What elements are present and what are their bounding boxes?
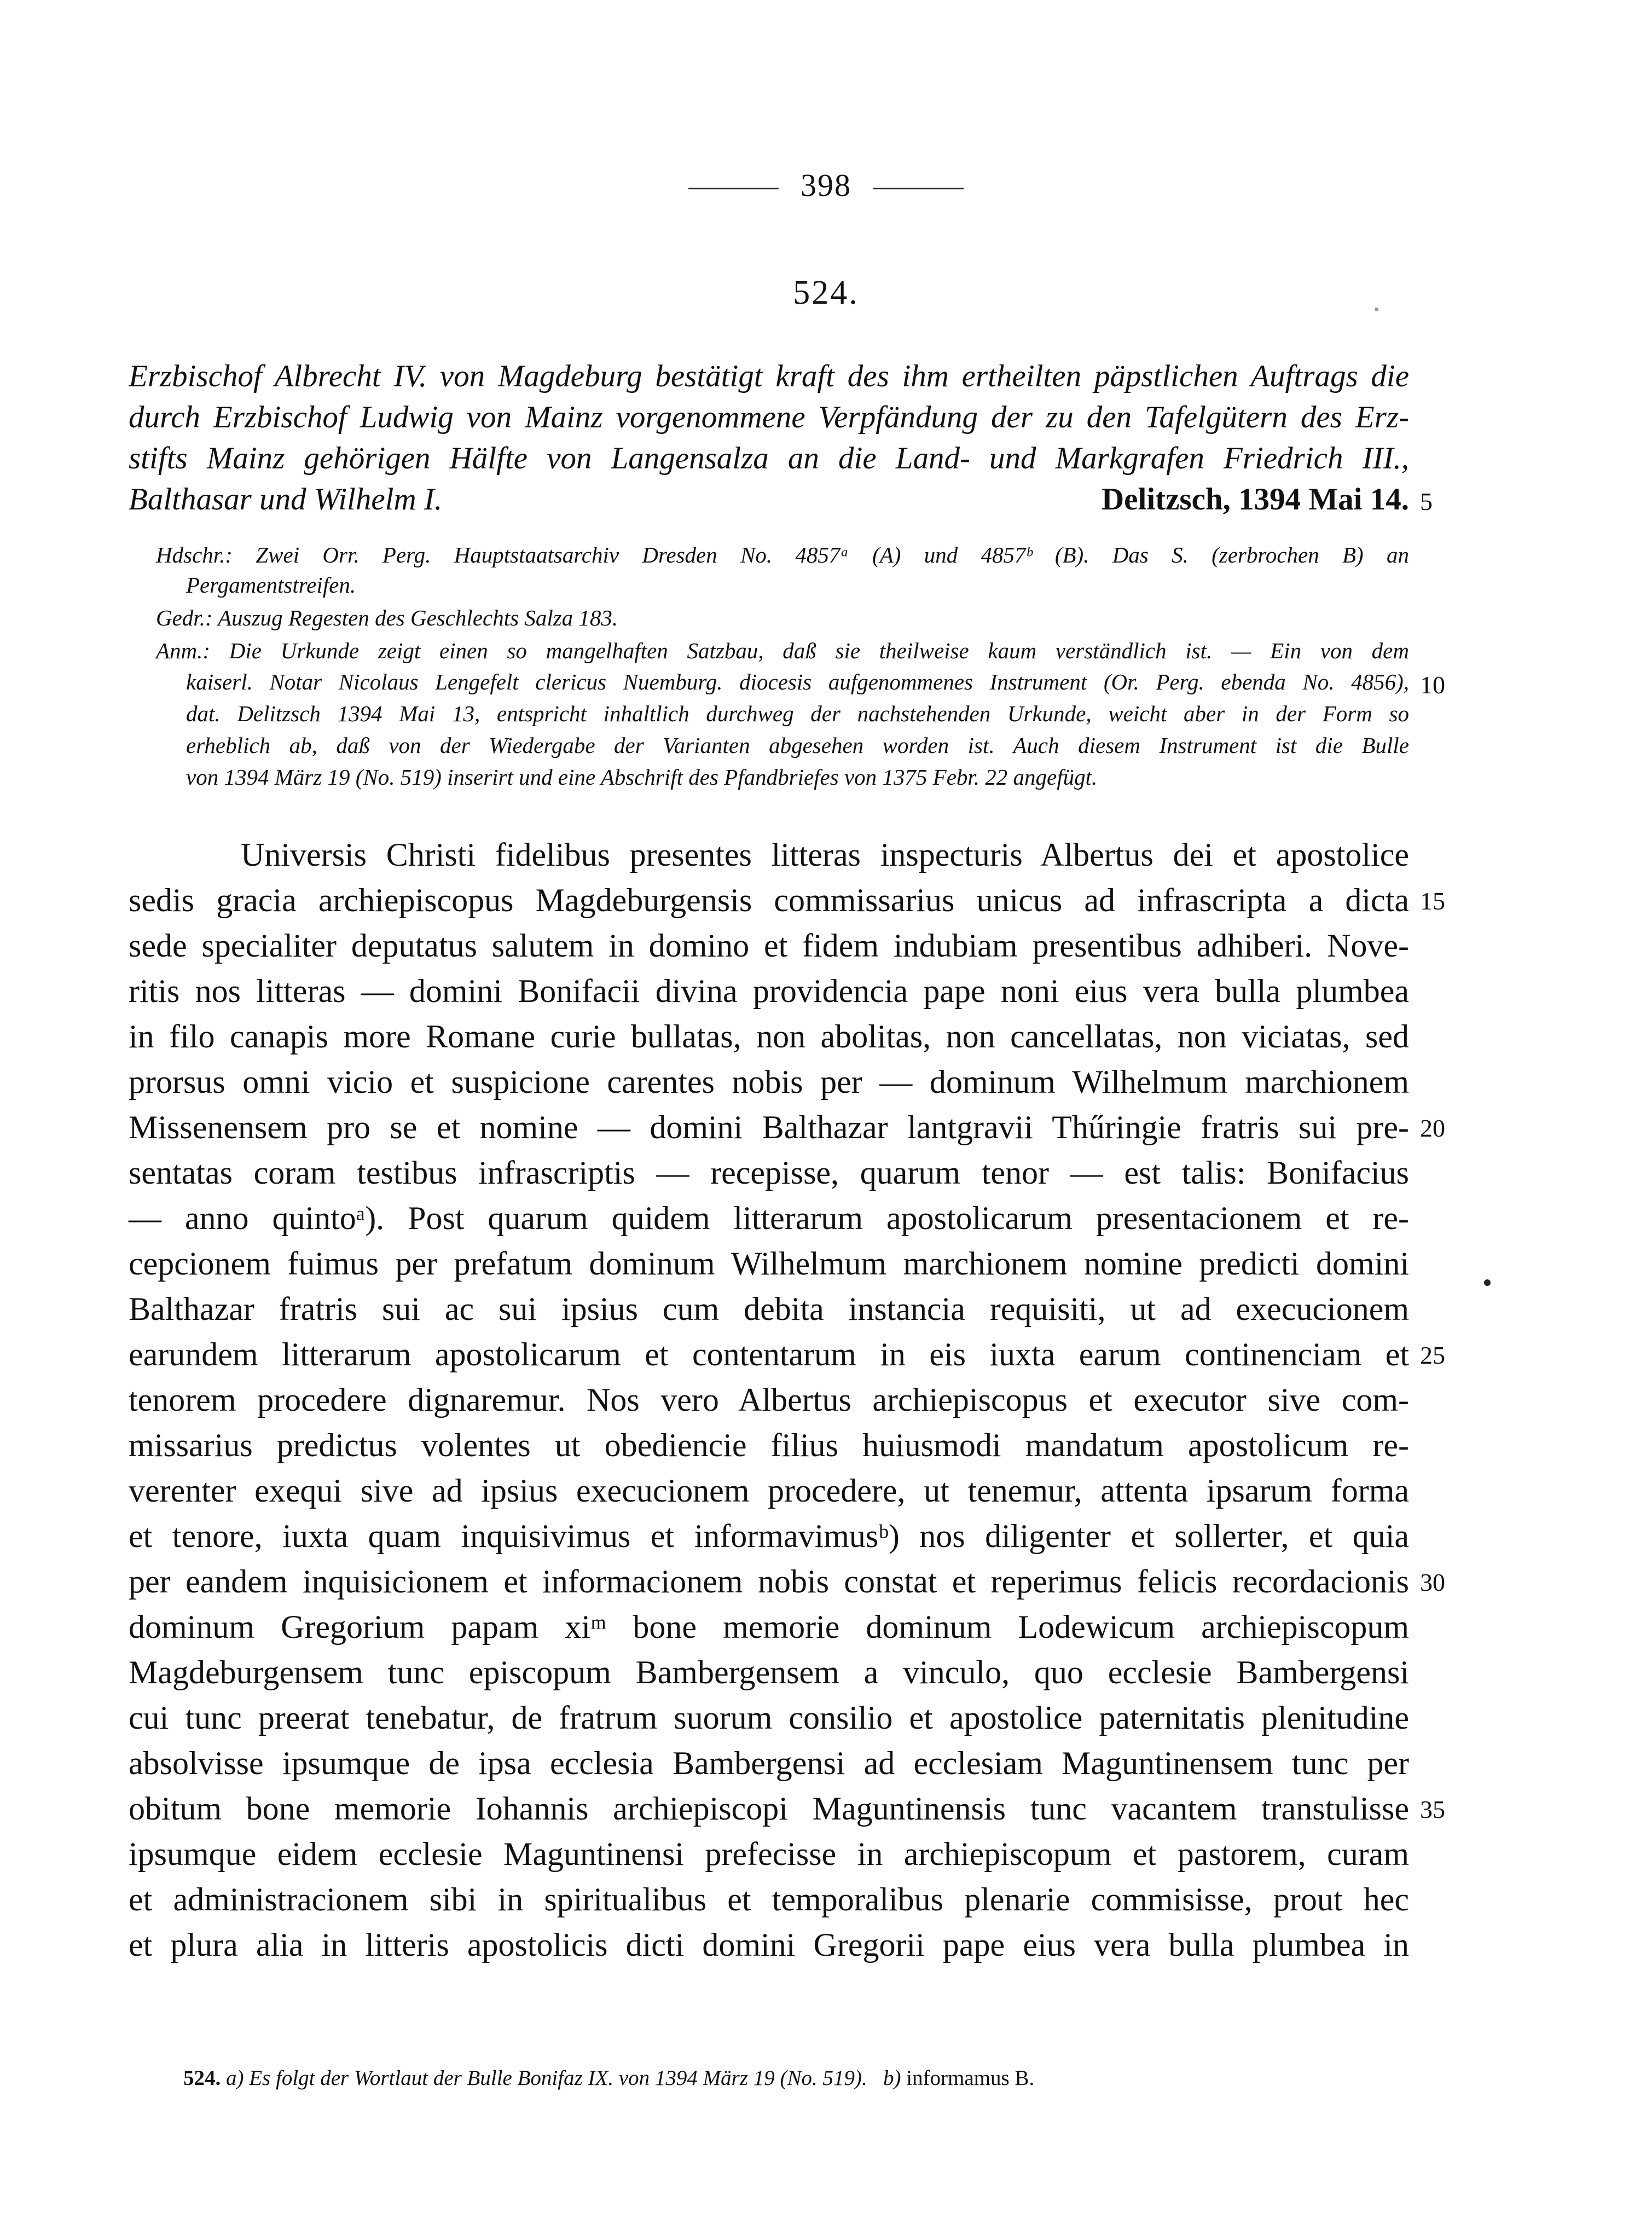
margin-line-number: 10 (1420, 671, 1445, 699)
regest-date: Delitzsch, 1394 Mai 14. (1102, 482, 1409, 517)
body-line: ritis nos litteras — domini Bonifacii divina providencia pape noni eius vera bulla plumbea (129, 973, 1409, 1009)
margin-dot (1484, 1279, 1491, 1286)
body-line: absolvisse ipsumque de ipsa ecclesia Bambergensi ad ecclesiam Maguntinensem tunc per (129, 1745, 1409, 1781)
body-line: sentatas coram testibus infrascriptis — recepisse, quarum tenor — est talis: Bonifacius (129, 1155, 1409, 1191)
body-line: Universis Christi fidelibus presentes litteras inspecturis Albertus dei et apostolice (241, 837, 1409, 873)
body-line: sede specialiter deputatus salutem in domino et fidem indubiam presentibus adhiberi. Nove- (129, 928, 1409, 964)
margin-line-number: 25 (1420, 1341, 1445, 1369)
margin-line-number: 20 (1420, 1114, 1445, 1142)
body-line: dominum Gregorium papam xiᵐ bone memorie dominum Lodewicum archiepiscopum (129, 1609, 1409, 1645)
apparatus-line: Anm.: Die Urkunde zeigt einen so mangelhaften Satzbau, daß sie theilweise kaum verständlich ist. — Ein von dem (156, 638, 1409, 663)
regest-last-line (129, 482, 1409, 517)
regest-line: stifts Mainz gehörigen Hälfte von Langensalza an die Land- und Markgrafen Friedrich III., (129, 441, 1409, 476)
regest-line: Erzbischof Albrecht IV. von Magdeburg bestätigt kraft des ihm ertheilten päpstlichen Auftrags die (129, 359, 1409, 393)
apparatus-line: kaiserl. Notar Nicolaus Lengefelt clericus Nuemburg. diocesis aufgenommenes Instrument (Or. Perg. ebenda No. 4856), (186, 669, 1409, 694)
footnote-b-label: b) (883, 2066, 901, 2090)
margin-line-number: 5 (1420, 488, 1433, 515)
body-line: ipsumque eidem ecclesie Maguntinensi prefecisse in archiepiscopum et pastorem, curam (129, 1836, 1409, 1872)
body-line: Magdeburgensem tunc episcopum Bambergensem a vinculo, quo ecclesie Bambergensi (129, 1654, 1409, 1690)
body-line: cepcionem fuimus per prefatum dominum Wilhelmum marchionem nomine predicti domini (129, 1245, 1409, 1282)
body-line: Missenensem pro se et nomine — domini Balthazar lantgravii Thűringie fratris sui pre- (129, 1109, 1409, 1145)
body-line: earundem litterarum apostolicarum et contentarum in eis iuxta earum continenciam et (129, 1336, 1409, 1372)
apparatus-line: Gedr.: Auszug Regesten des Geschlechts Salza 183. (156, 605, 618, 630)
apparatus-line: Hdschr.: Zwei Orr. Perg. Hauptstaatsarchiv Dresden No. 4857ᵃ (A) und 4857ᵇ (B). Das S. (zerbrochen B) an (156, 542, 1409, 567)
body-line: missarius predictus volentes ut obediencie filius huiusmodi mandatum apostolicum re- (129, 1427, 1409, 1463)
regest-line: Balthasar und Wilhelm I. (129, 482, 443, 517)
footnote-b: informamus B. (906, 2066, 1035, 2090)
margin-line-number: 15 (1420, 887, 1445, 915)
body-line: Balthazar fratris sui ac sui ipsius cum debita instancia requisiti, ut ad execucionem (129, 1291, 1409, 1327)
apparatus-line: Pergamentstreifen. (186, 572, 356, 598)
body-line: sedis gracia archiepiscopus Magdeburgensis commissarius unicus ad infrascripta a dicta (129, 882, 1409, 918)
print-speck (1375, 308, 1378, 311)
page-number: 398 (801, 167, 851, 203)
apparatus-line: erheblich ab, daß von der Wiedergabe der Varianten abgesehen worden ist. Auch diesem Instrument ist die Bulle (186, 733, 1409, 758)
body-line: et tenore, iuxta quam inquisivimus et informavimusᵇ) nos diligenter et sollerter, et quia (129, 1518, 1409, 1554)
header-rule-right (873, 188, 964, 189)
footnote (183, 2066, 1034, 2090)
body-line: tenorem procedere dignaremur. Nos vero Albertus archiepiscopus et executor sive com- (129, 1382, 1409, 1418)
regest-line: durch Erzbischof Ludwig von Mainz vorgenommene Verpfändung der zu den Tafelgütern des Erz- (129, 400, 1409, 434)
body-line: obitum bone memorie Iohannis archiepiscopi Maguntinensis tunc vacantem transtulisse (129, 1791, 1409, 1827)
body-line: et plura alia in litteris apostolicis dicti domini Gregorii pape eius vera bulla plumbea in (129, 1927, 1409, 1963)
apparatus-line: dat. Delitzsch 1394 Mai 13, entspricht inhaltlich durchweg der nachstehenden Urkunde, weicht aber in der Form so (186, 701, 1409, 726)
margin-line-number: 35 (1420, 1795, 1445, 1823)
apparatus-line: von 1394 März 19 (No. 519) inserirt und eine Abschrift des Pfandbriefes von 1375 Febr. 22 angefügt. (186, 764, 1098, 790)
body-line: et administracionem sibi in spiritualibus et temporalibus plenarie commisisse, prout hec (129, 1881, 1409, 1917)
footnote-number: 524. (183, 2066, 221, 2090)
margin-line-number: 30 (1420, 1568, 1445, 1596)
body-line: in filo canapis more Romane curie bullatas, non abolitas, non cancellatas, non viciatas, sed (129, 1018, 1409, 1054)
footnote-a: a) Es folgt der Wortlaut der Bulle Bonifaz IX. von 1394 März 19 (No. 519). (226, 2066, 867, 2090)
header-rule-left (688, 188, 779, 189)
body-line: per eandem inquisicionem et informacionem nobis constat et reperimus felicis recordacionis (129, 1563, 1409, 1600)
body-line: verenter exequi sive ad ipsius execucionem procedere, ut tenemur, attenta ipsarum forma (129, 1473, 1409, 1509)
body-line: prorsus omni vicio et suspicione carentes nobis per — dominum Wilhelmum marchionem (129, 1064, 1409, 1100)
body-line: — anno quintoᵃ). Post quarum quidem litterarum apostolicarum presentacionem et re- (129, 1200, 1409, 1236)
page-header (0, 167, 1652, 204)
body-line: cui tunc preerat tenebatur, de fratrum suorum consilio et apostolice paternitatis plenitudine (129, 1700, 1409, 1736)
document-number: 524. (793, 274, 859, 311)
